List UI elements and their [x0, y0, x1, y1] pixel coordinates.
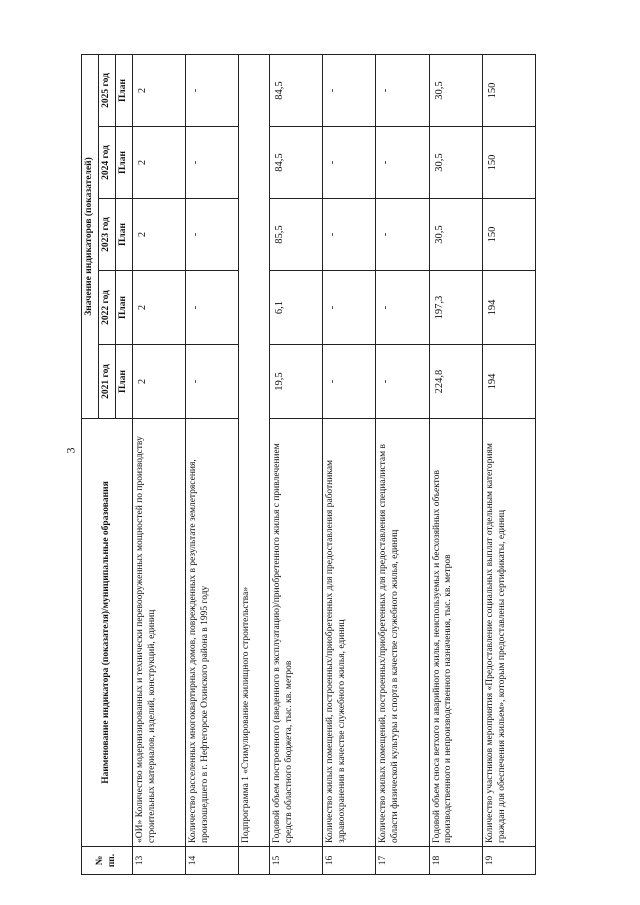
- header-plan: План: [115, 271, 132, 345]
- indicator-value: -: [185, 199, 238, 271]
- row-number: 16: [323, 847, 376, 875]
- row-number: [238, 847, 269, 875]
- table-row: [323, 54, 376, 874]
- indicator-value: 6,1: [270, 271, 323, 345]
- header-plan: План: [115, 199, 132, 271]
- indicator-value: 194: [482, 345, 535, 419]
- indicator-value: 30,5: [429, 127, 482, 199]
- indicator-value: 84,5: [270, 54, 323, 126]
- indicator-value: 197,3: [429, 271, 482, 345]
- table-row: [132, 54, 185, 874]
- header-plan: План: [115, 345, 132, 419]
- header-year: 2025 год: [98, 54, 115, 126]
- row-number: 15: [270, 847, 323, 875]
- header-plan: План: [115, 127, 132, 199]
- row-number: 13: [132, 847, 185, 875]
- indicator-value: 150: [482, 54, 535, 126]
- table-row: [270, 54, 323, 874]
- indicator-name: Количество жилых помещений, построенных/приобретенных для предоставления работникам здравоохранения в качестве служебного жилья, единиц: [323, 419, 376, 847]
- indicator-value: -: [323, 199, 376, 271]
- indicator-value: -: [323, 345, 376, 419]
- row-number: 14: [185, 847, 238, 875]
- indicator-value: 194: [482, 271, 535, 345]
- table-row: [482, 54, 535, 874]
- indicator-value: 224,8: [429, 345, 482, 419]
- indicator-value: 30,5: [429, 54, 482, 126]
- indicator-value: 2: [132, 199, 185, 271]
- subprogram-title: Подпрограмма 1 «Стимулирование жилищного строительства»: [238, 54, 269, 846]
- indicator-value: 19,5: [270, 345, 323, 419]
- table-row: [429, 54, 482, 874]
- indicator-value: 150: [482, 127, 535, 199]
- header-year: 2022 год: [98, 271, 115, 345]
- indicator-name: Количество жилых помещений, построенных/приобретенных для предоставления специалистам в области физической культуры и спорта в качестве служебного жилья, единиц: [376, 419, 429, 847]
- indicator-name: Количество расселенных многоквартирных домов, поврежденных в результате землетрясения, произошедшего в г. Нефтегорске Охинского района в 1995 году: [185, 419, 238, 847]
- header-year: 2024 год: [98, 127, 115, 199]
- indicator-value: 30,5: [429, 199, 482, 271]
- indicator-value: -: [323, 127, 376, 199]
- page-number: 3: [63, 447, 78, 454]
- indicator-name: Годовой объем сноса ветхого и аварийного жилья, неиспользуемых и бесхозяйных объектов производственного и непроизводственного назначения, тыс. кв. метров: [429, 419, 482, 847]
- indicator-name: Количество участников мероприятия «Предоставление социальных выплат отдельным категориям граждан для обеспечения жильем», которым предоставлены сертификаты, единиц: [482, 419, 535, 847]
- indicator-name: «ОИ» Количество модернизированных и технически перевооруженных мощностей по производству строительных материалов, изделий, конструкций, единиц: [132, 419, 185, 847]
- indicator-value: -: [323, 271, 376, 345]
- header-plan: План: [115, 54, 132, 126]
- indicator-value: -: [376, 345, 429, 419]
- row-number: 17: [376, 847, 429, 875]
- indicator-value: -: [376, 54, 429, 126]
- indicator-value: -: [185, 54, 238, 126]
- table-row: [238, 54, 269, 874]
- indicator-value: -: [185, 345, 238, 419]
- indicator-table-rotated: [81, 55, 536, 875]
- header-name: Наименование индикатора (показателя)/муниципальные образования: [82, 419, 133, 847]
- indicator-value: 84,5: [270, 127, 323, 199]
- indicator-value: 2: [132, 271, 185, 345]
- header-year: 2023 год: [98, 199, 115, 271]
- indicator-value: -: [376, 199, 429, 271]
- indicator-value: 2: [132, 54, 185, 126]
- row-number: 19: [482, 847, 535, 875]
- header-values: Значение индикаторов (показателей): [82, 54, 99, 418]
- indicator-value: -: [376, 127, 429, 199]
- indicator-value: -: [185, 127, 238, 199]
- indicator-value: 150: [482, 199, 535, 271]
- row-number: 18: [429, 847, 482, 875]
- indicator-value: 2: [132, 345, 185, 419]
- header-num: № пп.: [82, 847, 133, 875]
- indicator-value: -: [323, 54, 376, 126]
- header-year: 2021 год: [98, 345, 115, 419]
- indicator-value: -: [376, 271, 429, 345]
- indicator-name: Годовой объем построенного (введенного в эксплуатацию)/приобретенного жилья с привлечением средств областного бюджета, тыс. кв. метров: [270, 419, 323, 847]
- table-row: [185, 54, 238, 874]
- table-row: [376, 54, 429, 874]
- indicator-value: 85,5: [270, 199, 323, 271]
- indicator-value: -: [185, 271, 238, 345]
- indicator-table: [81, 54, 536, 875]
- indicator-value: 2: [132, 127, 185, 199]
